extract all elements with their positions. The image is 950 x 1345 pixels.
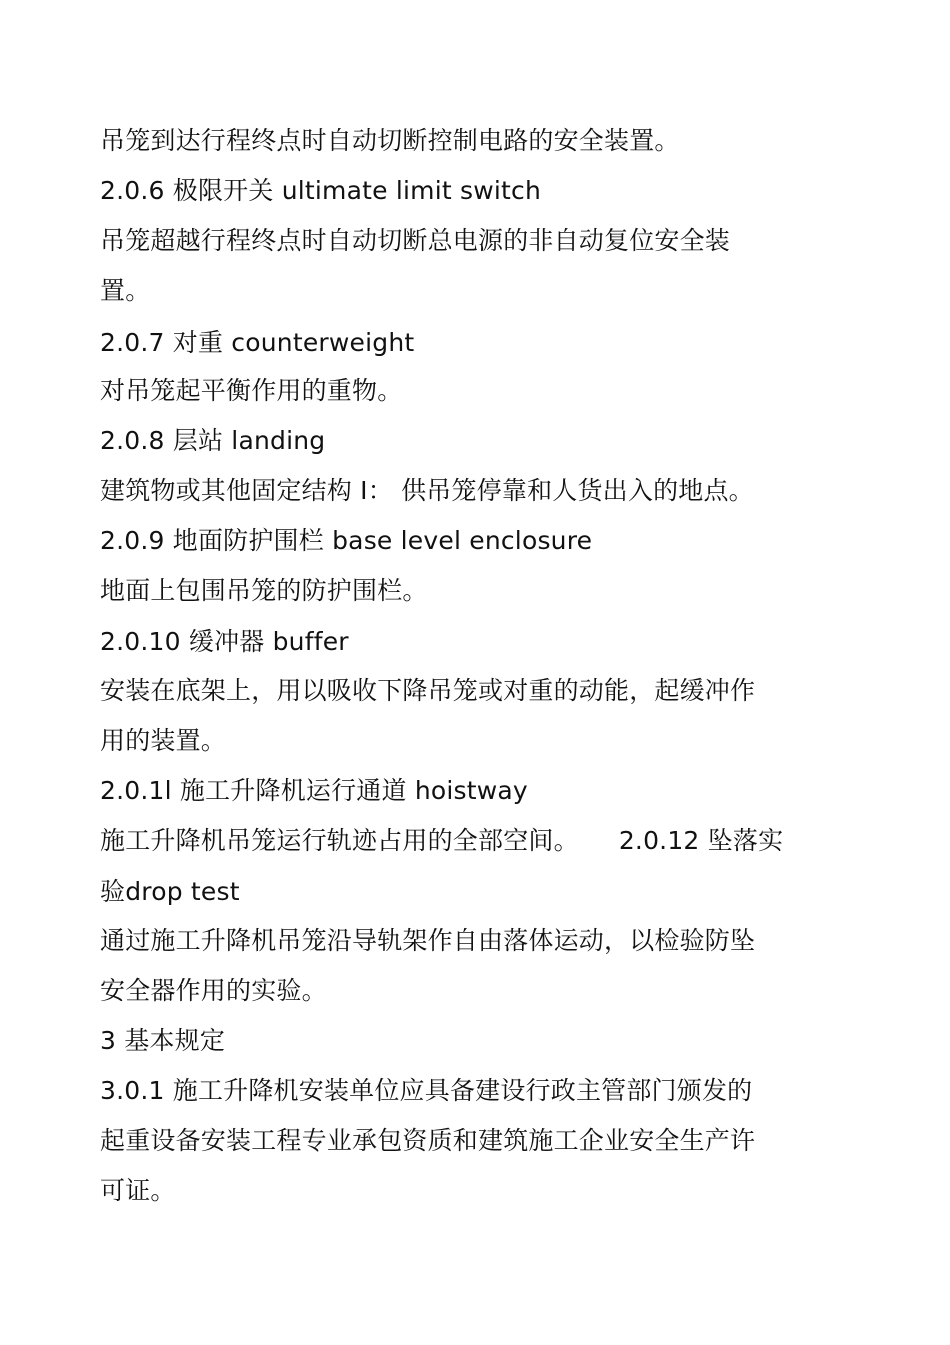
text-line-12: 安装在底架上，用以吸收下降吊笼或对重的动能，起缓冲作 xyxy=(100,676,756,705)
section-heading-2-0-7: 2.0.7 对重 counterweight xyxy=(100,328,415,357)
text-line-17: 通过施工升降机吊笼沿导轨架作自由落体运动，以检验防坠 xyxy=(100,926,756,955)
text-line-13: 用的装置。 xyxy=(100,726,227,755)
section-heading-2-0-6: 2.0.6 极限开关 ultimate limit switch xyxy=(100,176,541,205)
text-line-4: 置。 xyxy=(100,276,151,305)
text-line-8: 建筑物或其他固定结构 I： 供吊笼停靠和人货出入的地点。 xyxy=(100,476,754,505)
text-line-10: 地面上包围吊笼的防护围栏。 xyxy=(100,576,428,605)
section-heading-2-0-11: 2.0.1l 施工升降机运行通道 hoistway xyxy=(100,776,528,805)
text-line-15-part-b: 2.0.12 坠落实 xyxy=(618,826,784,855)
section-heading-3-0-1: 3.0.1 施工升降机安装单位应具备建设行政主管部门颁发的 xyxy=(100,1076,753,1105)
text-line-15-part-a: 施工升降机吊笼运行轨迹占用的全部空间。 xyxy=(100,826,579,855)
section-heading-2-0-9: 2.0.9 地面防护围栏 base level enclosure xyxy=(100,526,593,555)
text-line-21: 起重设备安装工程专业承包资质和建筑施工企业安全生产许 xyxy=(100,1126,756,1155)
text-line-1: 吊笼到达行程终点时自动切断控制电路的安全装置。 xyxy=(100,126,680,155)
chapter-heading-3: 3 基本规定 xyxy=(100,1026,226,1055)
text-line-6: 对吊笼起平衡作用的重物。 xyxy=(100,376,403,405)
text-line-3: 吊笼超越行程终点时自动切断总电源的非自动复位安全装 xyxy=(100,226,731,255)
section-heading-2-0-8: 2.0.8 层站 landing xyxy=(100,426,326,455)
section-heading-2-0-10: 2.0.10 缓冲器 buffer xyxy=(100,627,349,656)
text-line-16: 验drop test xyxy=(100,877,240,906)
text-line-22: 可证。 xyxy=(100,1176,176,1205)
text-line-15 xyxy=(100,825,783,857)
text-line-18: 安全器作用的实验。 xyxy=(100,976,327,1005)
